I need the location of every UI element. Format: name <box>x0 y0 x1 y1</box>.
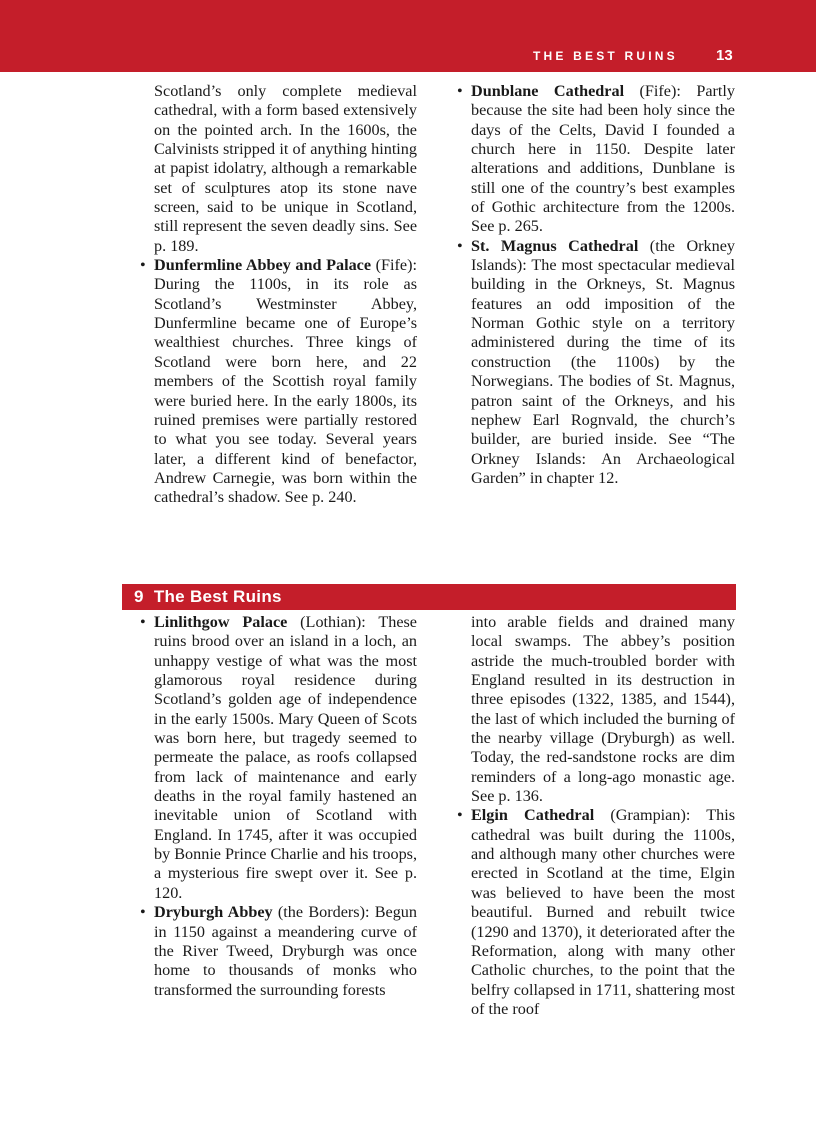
item-text: (Lothian): These ruins brood over an island in a loch, an unhappy vestige of what was the most glamorous royal residence during Scotland’s golden age of independence in the early 1500s. Mary Queen of Scots was born here, but tragedy seemed to permeate the palace, as roofs collapsed from lack of maintenance and early deaths in the royal family hastened an inevitable union of Scotland with England. In 1745, after it was occupied by Bonnie Prince Charlie and his troops, a mysterious fire swept over it. See p. 120. <box>154 613 418 902</box>
item-title: Linlithgow Palace <box>154 613 288 631</box>
list-item <box>138 613 417 903</box>
continued-paragraph: Scotland’s only complete medieval cathedral, with a form based extensively on the pointed arch. In the 1600s, the Calvinists stripped it of anything hinting at papist idolatry, although a remarkable set of sculptures atop its stone nave screen, said to be unique in Scotland, still represent the seven deadly sins. See p. 189. <box>154 82 417 255</box>
top-left-column <box>138 82 417 508</box>
item-text: (Grampian): This cathedral was built during the 1100s, and although many other churches were erected in Scotland at the time, Elgin was believed to have been the most beautiful. Burned and rebuilt twice (1290 and 1370), it deteriorated after the Reformation, along with many other Catholic churches, to the point that the belfry collapsed in 1711, shattering most of the roof <box>471 806 735 1018</box>
list-item <box>138 256 417 507</box>
page-number: 13 <box>716 47 733 64</box>
header-band <box>0 0 816 72</box>
list-item <box>455 237 735 488</box>
item-title: Dunblane Cathedral <box>471 82 625 100</box>
top-right-column <box>455 82 735 488</box>
section-number: 9 <box>134 587 144 606</box>
item-title: St. Magnus Cathedral <box>471 236 639 255</box>
item-text: (the Borders): Begun in 1150 against a meandering curve of the River Tweed, Dryburgh was once home to thousands of monks who transformed the surrounding forests <box>154 903 417 999</box>
continued-paragraph: into arable fields and drained many local swamps. The abbey’s position astride the much-troubled border with England resulted in its destruction in three episodes (1322, 1385, and 1544), the last of which included the burning of the nearby village (Dryburgh) as well. Today, the red-sandstone rocks are dim reminders of a long-ago monastic age. See p. 136. <box>471 613 735 806</box>
section-heading <box>134 587 282 607</box>
list-item <box>138 903 417 1000</box>
item-text: (Fife): Partly because the site had been holy since the days of the Celts, David I founded a church here in 1150. Despite later alterations and additions, Dunblane is still one of the country’s best examples of Gothic architecture from the 1200s. See p. 265. <box>471 82 735 236</box>
list-item <box>455 82 735 237</box>
item-title: Elgin Cathedral <box>471 806 595 825</box>
item-text: (Fife): During the 1100s, in its role as Scotland’s Westminster Abbey, Dunfermline became one of Europe’s wealthiest churches. Three kings of Scotland were born here, and 22 members of the Scottish royal family were buried here. In the early 1800s, its ruined premises were partially restored to what you see today. Several years later, a different kind of benefactor, Andrew Carnegie, was born within the cathedral’s shadow. See p. 240. <box>154 256 417 507</box>
running-head: THE BEST RUINS <box>533 49 678 63</box>
list-item <box>455 806 735 1019</box>
item-title: Dryburgh Abbey <box>154 903 273 922</box>
section-title: The Best Ruins <box>153 587 282 606</box>
item-title: Dunfermline Abbey and Palace <box>154 256 372 275</box>
item-text: (the Orkney Islands): The most spectacular medieval building in the Orkneys, St. Magnus features an odd imposition of the Norman Gothic style on a territory administered during the time of its construction (the 1100s) by the Norwegians. The bodies of St. Magnus, patron saint of the Orkneys, and his nephew Earl Rognvald, the church’s builder, are buried inside. See “The Orkney Islands: An Archaeological Garden” in chapter 12. <box>471 236 736 487</box>
bottom-right-column <box>455 613 735 1019</box>
bottom-left-column <box>138 613 417 1000</box>
